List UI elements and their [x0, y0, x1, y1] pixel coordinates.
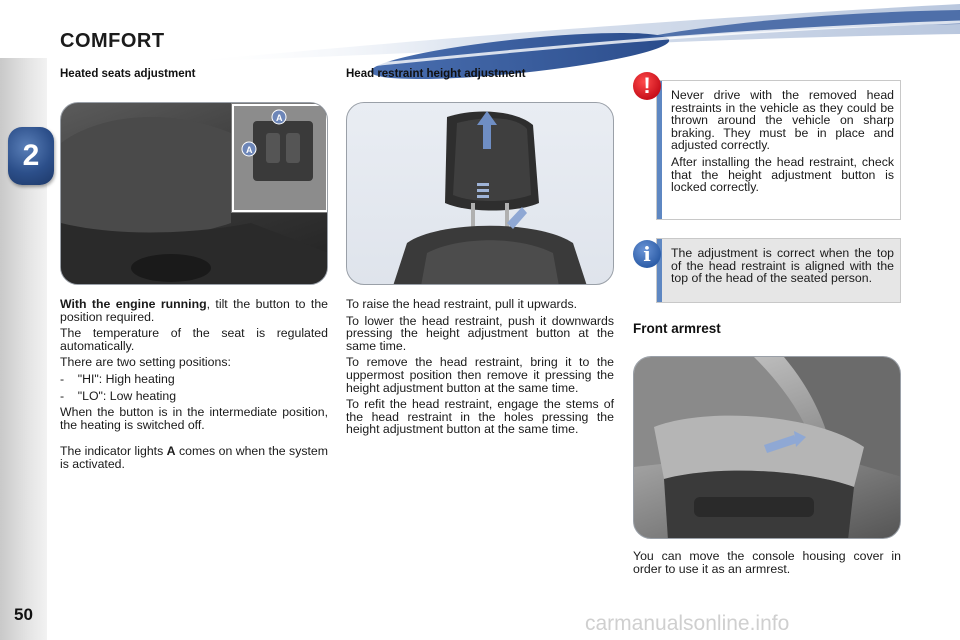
heated-seats-illustration — [61, 103, 328, 285]
heated-seats-lead-bold: With the engine running — [60, 297, 207, 311]
heated-seats-para-5-c: comes on when the system is activated. — [60, 444, 328, 471]
heated-seats-para-4: When the button is in the intermediate position, the heating is switched off. — [60, 405, 328, 432]
armrest-text — [633, 550, 901, 579]
heated-seats-text — [60, 298, 328, 475]
head-restraint-para-4: To refit the head restraint, engage the stems of the head restraint in the holes pressing the height adjustment button at the same time. — [346, 397, 614, 437]
info-icon: i — [633, 240, 661, 268]
warning-icon: ! — [633, 72, 661, 100]
heated-seats-para-2: The temperature of the seat is regulated automatically. — [60, 326, 328, 353]
heated-seats-option-hi: - "HI": High heating — [60, 371, 175, 386]
warning-box-text — [671, 89, 894, 198]
info-box-text — [671, 247, 894, 289]
armrest-photo — [633, 356, 901, 539]
warning-para-1: Never drive with the removed head restraints in the vehicle as they could be thrown around the vehicle on sharp braking. They must be in place and adjusted correctly. — [671, 88, 894, 153]
heated-seats-para-5-bold: A — [166, 444, 176, 459]
indicator-label-a-2: A — [246, 145, 253, 155]
armrest-illustration — [634, 357, 901, 539]
warning-box-bar — [657, 81, 662, 219]
watermark: carmanualsonline.info — [585, 612, 790, 635]
heated-seats-photo — [60, 102, 328, 285]
heated-seats-lead — [60, 298, 328, 323]
head-restraint-illustration — [347, 103, 614, 285]
heated-seats-title: Heated seats adjustment — [60, 68, 196, 80]
info-para-1: The adjustment is correct when the top of the head restraint is aligned with the top of the head of the seated person. — [671, 246, 894, 286]
chapter-tab: 2 — [8, 127, 54, 185]
heated-seats-lead-rest: , tilt the button to the position required. — [60, 297, 328, 324]
heated-seats-option-lo: - "LO": Low heating — [60, 388, 177, 403]
head-restraint-text — [346, 298, 614, 440]
heated-seats-para-3: There are two setting positions: — [60, 355, 231, 370]
heated-seats-para-5 — [60, 445, 328, 470]
head-restraint-para-1: To raise the head restraint, pull it upwards. — [346, 297, 578, 311]
page-number: 50 — [14, 605, 33, 624]
head-restraint-title: Head restraint height adjustment — [346, 68, 526, 80]
head-restraint-para-2: To lower the head restraint, push it downwards pressing the height adjustment button at the same time. — [346, 313, 614, 353]
warning-box — [656, 80, 901, 220]
head-restraint-photo — [346, 102, 614, 285]
armrest-para-1: You can move the console housing cover in order to use it as an armrest. — [633, 549, 901, 576]
head-restraint-para-3: To remove the head restraint, bring it to the uppermost position then remove it pressing the height adjustment button at the same time. — [346, 355, 614, 395]
warning-para-2: After installing the head restraint, check that the height adjustment button is locked correctly. — [671, 154, 894, 195]
armrest-title: Front armrest — [633, 321, 721, 336]
info-box — [656, 238, 901, 303]
heated-seats-para-5-a: The indicator lights — [60, 444, 167, 459]
indicator-label-a-1: A — [276, 113, 283, 123]
page-title: COMFORT — [60, 30, 165, 52]
